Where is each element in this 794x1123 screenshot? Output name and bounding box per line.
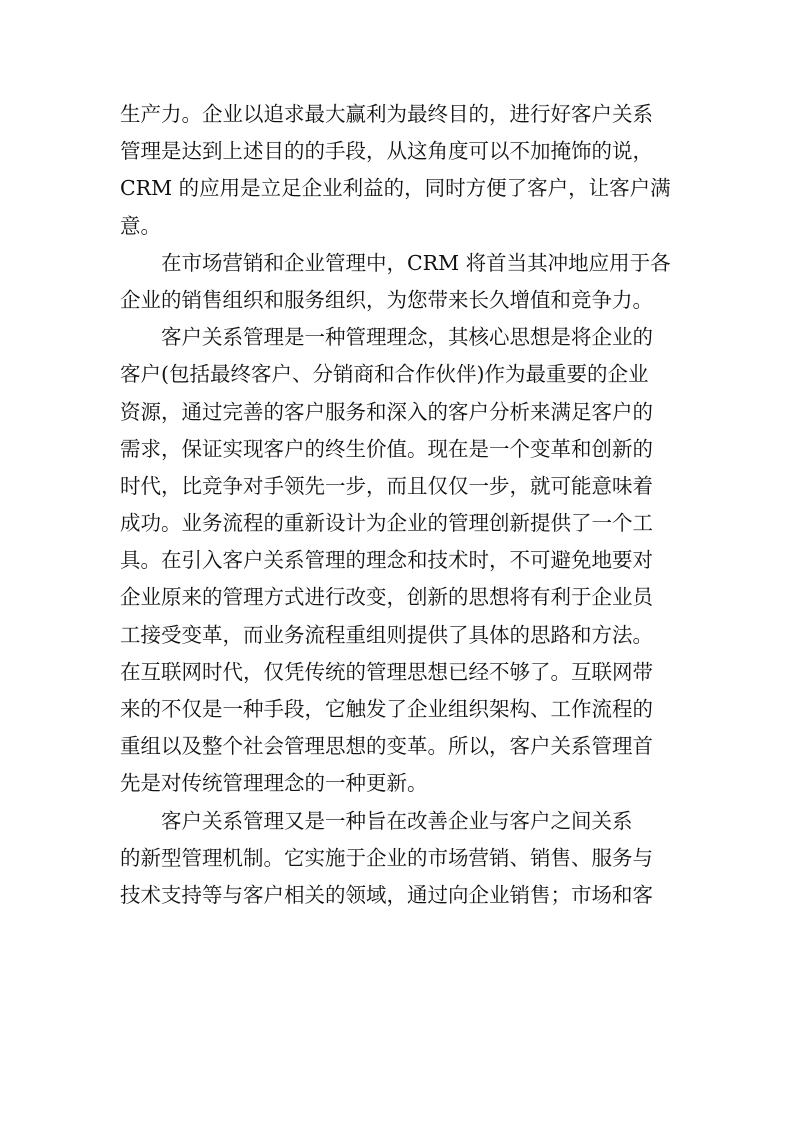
text-line: 需求，保证实现客户的终生价值。现在是一个变革和创新的 [120, 436, 653, 461]
text-line: 来的不仅是一种手段，它触发了企业组织架构、工作流程的 [120, 697, 653, 721]
text-line: 客户(包括最终客户、分销商和合作伙伴)作为最重要的企业 [120, 362, 649, 387]
text-line: 管理是达到上述目的的手段，从这角度可以不加掩饰的说， [120, 139, 653, 164]
text-line: 企业原来的管理方式进行改变，创新的思想将有利于企业员 [120, 585, 653, 610]
text-line: 资源，通过完善的客户服务和深入的客户分析来满足客户的 [120, 399, 653, 424]
text-line: 重组以及整个社会管理思想的变革。所以，客户关系管理首 [120, 734, 653, 759]
text-line: 时代，比竞争对手领先一步，而且仅仅一步，就可能意味着 [120, 473, 653, 498]
text-line: 先是对传统管理理念的一种更新。 [120, 771, 428, 796]
text-line: 的新型管理机制。它实施于企业的市场营销、销售、服务与 [120, 845, 653, 870]
text-line: 客户关系管理又是一种旨在改善企业与客户之间关系 [120, 808, 633, 833]
text-line: 意。 [120, 213, 161, 238]
body-text [120, 96, 690, 914]
text-line: 工接受变革，而业务流程重组则提供了具体的思路和方法。 [120, 622, 653, 647]
text-line: 在互联网时代，仅凭传统的管理思想已经不够了。互联网带 [120, 659, 653, 684]
text-line: 在市场营销和企业管理中，CRM 将首当其冲地应用于各 [120, 250, 671, 275]
text-line: 客户关系管理是一种管理理念，其核心思想是将企业的 [120, 325, 653, 350]
text-line: CRM 的应用是立足企业利益的，同时方便了客户，让客户满 [120, 176, 671, 201]
text-line: 企业的销售组织和服务组织，为您带来长久增值和竞争力。 [120, 287, 653, 312]
text-line: 具。在引入客户关系管理的理念和技术时，不可避免地要对 [120, 548, 653, 573]
text-line: 成功。业务流程的重新设计为企业的管理创新提供了一个工 [120, 511, 653, 536]
text-line: 技术支持等与客户相关的领域，通过向企业销售；市场和客 [120, 882, 653, 907]
text-line: 生产力。企业以追求最大赢利为最终目的，进行好客户关系 [120, 102, 653, 126]
